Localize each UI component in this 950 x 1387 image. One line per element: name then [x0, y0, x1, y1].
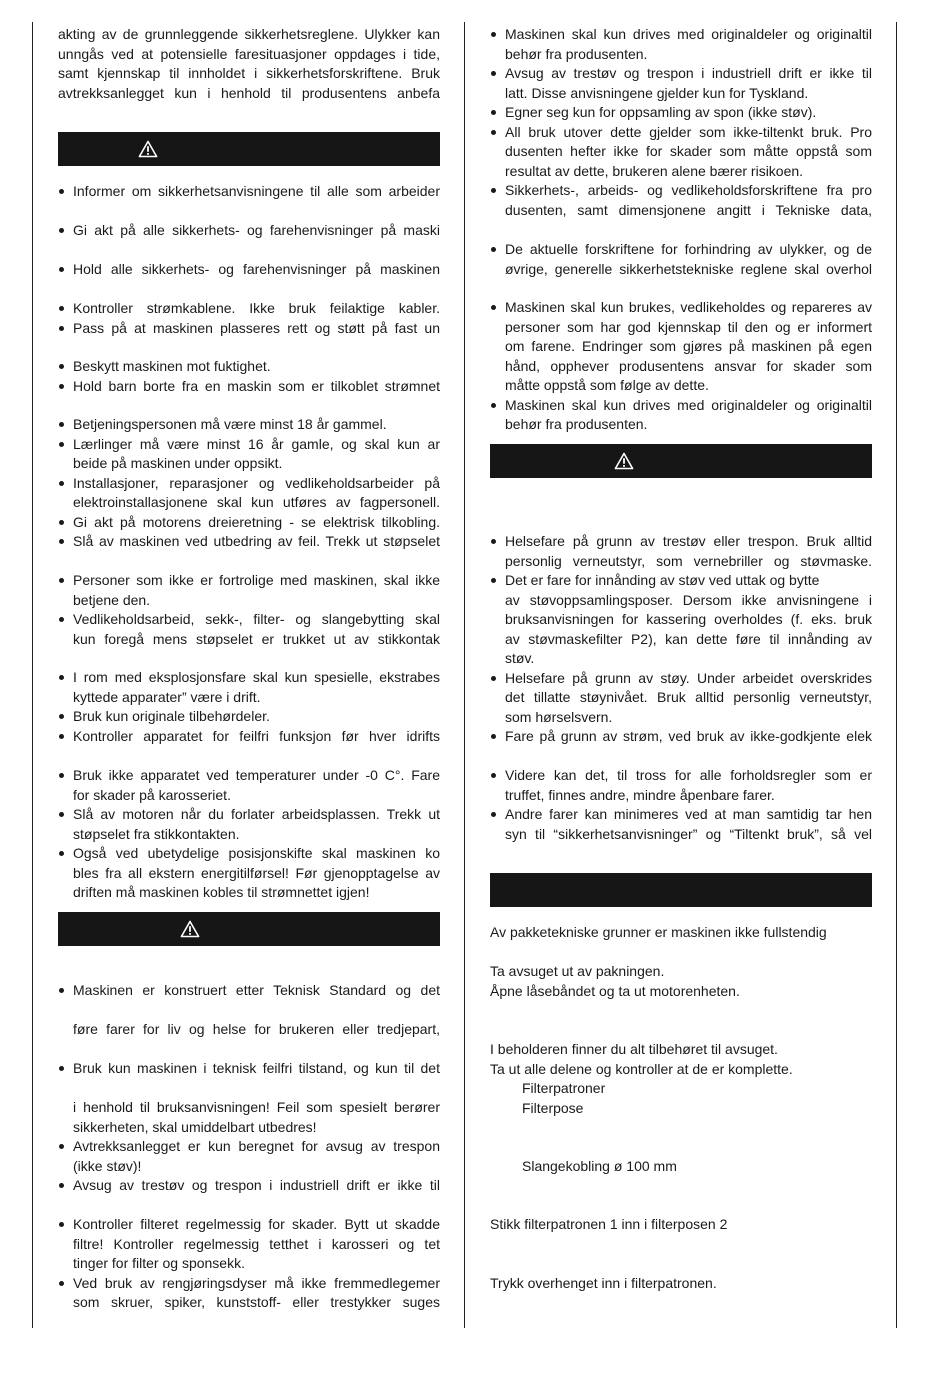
line-text: Egner seg kun for oppsamling av spon (ikke støv). — [505, 104, 817, 120]
line-text: Beskytt maskinen mot fuktighet. — [73, 358, 271, 374]
line-text: av støvmaskefilter P2), kan dette føre til innånding av — [505, 630, 872, 647]
bullet-continuation — [490, 785, 872, 805]
bullet-continuation — [490, 161, 872, 181]
line-text: Gi akt på alle sikkerhets- og farehenvisninger på maski — [73, 222, 440, 238]
paragraph-line — [490, 1214, 872, 1234]
center-column-rule — [464, 22, 465, 1328]
bullet-continuation — [58, 1019, 440, 1039]
bullet-continuation — [490, 687, 872, 707]
bullet-continuation — [490, 259, 872, 279]
bullet-continuation — [490, 590, 872, 610]
bullet-item — [490, 180, 872, 200]
line-text: bles fra all ekstern energitilførsel! Før gjenopptagelse av — [73, 864, 440, 881]
line-text: beide på maskinen under oppsikt. — [73, 455, 283, 471]
left-column-rule — [32, 22, 33, 1328]
line-text: Ta ut alle delene og kontroller at de er komplette. — [490, 1060, 793, 1077]
line-text: Informer om sikkerhetsanvisningene til alle som arbeider — [73, 183, 440, 199]
bullet-item — [58, 414, 440, 434]
paragraph-line — [58, 44, 440, 64]
bullet-item — [490, 765, 872, 785]
line-text: øvrige, generelle sikkerhetstekniske reglene skal overhol — [505, 260, 872, 277]
line-text: føre farer for liv og helse for brukeren eller tredjepart, — [73, 1021, 440, 1037]
warning-triangle-icon — [614, 452, 634, 470]
line-text: Kontroller apparatet for feilfri funksjon før hver idrifts — [73, 727, 440, 744]
line-text: Maskinen skal kun brukes, vedlikeholdes og repareres av — [505, 299, 872, 315]
line-text: Betjeningspersonen må være minst 18 år gammel. — [73, 416, 387, 432]
line-text: Det er fare for innånding av støv ved uttak og bytte — [505, 572, 820, 588]
bullet-item — [58, 1273, 440, 1293]
line-text: behør fra produsenten. — [505, 45, 648, 62]
bullet-continuation — [58, 785, 440, 805]
line-text: Personer som ikke er fortrolige med maskinen, skal ikke — [73, 572, 440, 588]
line-text: personlig verneutstyr, som vernebriller og støvmaske. — [505, 552, 872, 569]
bullet-continuation — [58, 824, 440, 844]
line-text: elektroinstallasjonene skal kun utføres av fagpersonell. — [73, 494, 440, 510]
bullet-continuation — [58, 687, 440, 707]
line-text: (ikke støv)! — [73, 1157, 142, 1174]
line-text: om farene. Endringer som gjøres på maskinen på egen — [505, 338, 872, 354]
line-text: latt. Disse anvisningene gjelder kun for Tyskland. — [505, 84, 809, 101]
line-text: hånd, opphever produsentens ansvar for skader som — [505, 357, 872, 374]
bullet-item — [58, 1214, 440, 1234]
parts-list-item — [490, 1098, 872, 1118]
line-text: betjene den. — [73, 591, 151, 608]
bullet-continuation — [490, 141, 872, 161]
line-text: Vedlikeholdsarbeid, sekk-, filter- og slangebytting skal — [73, 611, 440, 627]
bullet-item — [490, 395, 872, 415]
line-text: Av pakketekniske grunner er maskinen ikke fullstendig — [490, 924, 827, 940]
line-text: sikkerheten, skal umiddelbart utbedres! — [73, 1118, 317, 1135]
bullet-item — [58, 473, 440, 493]
bullet-item — [490, 24, 872, 44]
warning-triangle-icon — [180, 920, 200, 938]
line-text: bruksanvisningen for kassering overholdes (f. eks. bruk — [505, 611, 872, 627]
bullet-continuation — [490, 414, 872, 434]
line-text: som skruer, spiker, kunststoff- eller trestykker suges — [73, 1294, 440, 1310]
line-text: Hold alle sikkerhets- og farehenvisninger på maskinen — [73, 261, 440, 277]
paragraph-line — [58, 83, 440, 103]
bullet-continuation — [58, 590, 440, 610]
bullet-continuation — [58, 629, 440, 649]
bullet-item — [490, 102, 872, 122]
line-text: De aktuelle forskriftene for forhindring av ulykker, og de — [505, 241, 872, 257]
bullet-item — [58, 356, 440, 376]
line-text: All bruk utover dette gjelder som ikke-tiltenkt bruk. Pro — [505, 123, 872, 140]
bullet-item — [58, 765, 440, 785]
bullet-item — [58, 726, 440, 746]
line-text: kun foregå mens støpselet er trukket ut av stikkontak — [73, 630, 440, 647]
bullet-continuation — [490, 44, 872, 64]
line-text: Kontroller strømkablene. Ikke bruk feilaktige kabler. — [73, 300, 440, 316]
bullet-item — [58, 667, 440, 687]
line-text: støpselet fra stikkontakten. — [73, 825, 240, 842]
bullet-item — [490, 122, 872, 142]
bullet-item — [58, 1058, 440, 1078]
line-text: Maskinen skal kun drives med originaldeler og originaltil — [505, 26, 872, 42]
bullet-item — [490, 531, 872, 551]
line-text: Også ved ubetydelige posisjonskifte skal maskinen ko — [73, 845, 440, 861]
bullet-continuation — [58, 1097, 440, 1117]
bullet-item — [58, 259, 440, 279]
bullet-continuation — [490, 824, 872, 844]
bullet-item — [58, 181, 440, 201]
bullet-item — [58, 1175, 440, 1195]
bullet-item — [490, 63, 872, 83]
bullet-item — [490, 804, 872, 824]
bullet-item — [490, 297, 872, 317]
bullet-continuation — [490, 551, 872, 571]
line-text: personer som har god kjennskap til den og er informert — [505, 318, 872, 335]
bullet-item — [58, 1136, 440, 1156]
bullet-item — [58, 318, 440, 338]
line-text: Trykk overhenget inn i filterpatronen. — [490, 1275, 717, 1291]
paragraph-line — [490, 981, 872, 1001]
left-warning-banner — [58, 912, 440, 946]
line-text: tinger for filter og sponsekk. — [73, 1255, 245, 1271]
line-text: I beholderen finner du alt tilbehøret til avsuget. — [490, 1041, 778, 1057]
bullet-continuation — [58, 882, 440, 902]
parts-list-item — [490, 1078, 872, 1098]
line-text: Bruk kun maskinen i teknisk feilfri tilstand, og kun til det — [73, 1060, 440, 1076]
bullet-continuation — [490, 648, 872, 668]
parts-list-item — [490, 1156, 872, 1176]
bullet-item — [58, 980, 440, 1000]
bullet-item — [58, 434, 440, 454]
line-text: syn til “sikkerhetsanvisninger” og “Tiltenkt bruk”, så vel — [505, 825, 872, 842]
line-text: Kontroller filteret regelmessig for skader. Bytt ut skadde — [73, 1216, 440, 1232]
line-text: måtte oppstå som følge av dette. — [505, 377, 709, 393]
line-text: Lærlinger må være minst 16 år gamle, og skal kun ar — [73, 435, 440, 452]
line-text: Ta avsuget ut av pakningen. — [490, 963, 665, 979]
line-text: Fare på grunn av strøm, ved bruk av ikke-godkjente elek — [505, 728, 872, 744]
bullet-item — [490, 570, 872, 590]
bullet-continuation — [490, 83, 872, 103]
line-text: for skader på karosseriet. — [73, 786, 231, 803]
bullet-item — [58, 570, 440, 590]
line-text: samt kjennskap til innholdet i sikkerhetsforskriftene. Bruk — [58, 65, 440, 81]
bullet-item — [58, 843, 440, 863]
right-column-rule — [896, 22, 897, 1328]
line-text: Slangekobling ø 100 mm — [522, 1158, 677, 1174]
line-text: Videre kan det, til tross for alle forholdsregler som er — [505, 767, 872, 783]
line-text: Bruk kun originale tilbehørdeler. — [73, 708, 270, 724]
line-text: som hørselsvern. — [505, 708, 613, 725]
line-text: støv. — [505, 650, 535, 666]
bullet-item — [58, 512, 440, 532]
line-text: Åpne låsebåndet og ta ut motorenheten. — [490, 982, 740, 999]
paragraph-line — [58, 63, 440, 83]
bullet-continuation — [490, 375, 872, 395]
line-text: behør fra produsenten. — [505, 416, 648, 432]
line-text: Maskinen er konstruert etter Teknisk Standard og det — [73, 982, 440, 998]
bullet-continuation — [490, 200, 872, 220]
bullet-continuation — [490, 317, 872, 337]
warning-triangle-icon — [138, 140, 158, 158]
line-text: resultat av dette, brukeren alene bærer risikoen. — [505, 162, 804, 179]
bullet-continuation — [58, 492, 440, 512]
line-text: Slå av maskinen ved utbedring av feil. Trekk ut støpselet — [73, 533, 440, 549]
line-text: Ved bruk av rengjøringsdyser må ikke fremmedlegemer — [73, 1274, 440, 1291]
line-text: avtrekksanlegget kun i henhold til produsentens anbefa — [58, 84, 440, 101]
line-text: Filterpose — [522, 1099, 584, 1116]
line-text: Pass på at maskinen plasseres rett og støtt på fast un — [73, 319, 440, 336]
line-text: Avsug av trestøv og trespon i industriell drift er ikke til — [73, 1177, 440, 1193]
line-text: av støvoppsamlingsposer. Dersom ikke anvisningene i — [505, 591, 872, 608]
bullet-item — [58, 298, 440, 318]
line-text: unngås ved at potensielle faresituasjoner oppdages i tide, — [58, 45, 440, 62]
bullet-item — [58, 804, 440, 824]
line-text: Andre farer kan minimeres ved at man samtidig tar hen — [505, 806, 872, 822]
line-text: Installasjoner, reparasjoner og vedlikeholdsarbeider på — [73, 474, 440, 491]
right-warning-banner — [490, 444, 872, 478]
paragraph-line — [490, 1273, 872, 1293]
bullet-continuation — [490, 629, 872, 649]
line-text: i henhold til bruksanvisningen! Feil som spesielt berører — [73, 1099, 440, 1115]
bullet-item — [490, 726, 872, 746]
line-text: Helsefare på grunn av trestøv eller trespon. Bruk alltid — [505, 533, 872, 549]
paragraph-line — [490, 1059, 872, 1079]
line-text: I rom med eksplosjonsfare skal kun spesielle, ekstrabes — [73, 669, 440, 685]
line-text: Helsefare på grunn av støy. Under arbeidet overskrides — [505, 669, 872, 686]
bullet-item — [58, 609, 440, 629]
left-warning-banner — [58, 132, 440, 166]
paragraph-line — [490, 1039, 872, 1059]
bullet-item — [490, 668, 872, 688]
bullet-item — [58, 376, 440, 396]
line-text: Stikk filterpatronen 1 inn i filterposen 2 — [490, 1216, 728, 1232]
bullet-item — [58, 531, 440, 551]
line-text: det tillatte støynivået. Bruk alltid personlig verneutstyr, — [505, 689, 872, 705]
line-text: kyttede apparater” være i drift. — [73, 688, 261, 705]
line-text: driften må maskinen kobles til strømnettet igjen! — [73, 884, 370, 900]
paragraph-line — [490, 922, 872, 942]
right-warning-banner — [490, 873, 872, 907]
bullet-continuation — [58, 1117, 440, 1137]
bullet-continuation — [58, 1253, 440, 1273]
line-text: Gi akt på motorens dreieretning - se elektrisk tilkobling. — [73, 513, 440, 530]
line-text: dusenten hefter ikke for skader som måtte oppstå som — [505, 143, 872, 159]
line-text: Avsug av trestøv og trespon i industriell drift er ikke til — [505, 65, 872, 81]
bullet-continuation — [58, 1234, 440, 1254]
bullet-continuation — [490, 356, 872, 376]
line-text: dusenten, samt dimensjonene angitt i Tekniske data, — [505, 201, 872, 218]
bullet-item — [58, 706, 440, 726]
bullet-continuation — [490, 336, 872, 356]
line-text: truffet, finnes andre, mindre åpenbare farer. — [505, 786, 775, 803]
line-text: Bruk ikke apparatet ved temperaturer under -0 C°. Fare — [73, 767, 440, 783]
line-text: Hold barn borte fra en maskin som er tilkoblet strømnet — [73, 377, 440, 394]
paragraph-line — [490, 961, 872, 981]
bullet-continuation — [490, 609, 872, 629]
line-text: Avtrekksanlegget er kun beregnet for avsug av trespon — [73, 1138, 440, 1154]
line-text: filtre! Kontroller regelmessig tetthet i karosseri og tet — [73, 1235, 440, 1252]
bullet-continuation — [58, 863, 440, 883]
bullet-continuation — [58, 1156, 440, 1176]
line-text: Filterpatroner — [522, 1080, 606, 1096]
bullet-item — [490, 239, 872, 259]
bullet-continuation — [490, 707, 872, 727]
bullet-item — [58, 220, 440, 240]
line-text: Sikkerhets-, arbeids- og vedlikeholdsforskriftene fra pro — [505, 182, 872, 198]
line-text: Slå av motoren når du forlater arbeidsplassen. Trekk ut — [73, 806, 440, 822]
line-text: akting av de grunnleggende sikkerhetsreglene. Ulykker kan — [58, 26, 440, 42]
paragraph-line — [58, 24, 440, 44]
line-text: Maskinen skal kun drives med originaldeler og originaltil — [505, 396, 872, 413]
bullet-continuation — [58, 453, 440, 473]
bullet-continuation — [58, 1292, 440, 1312]
